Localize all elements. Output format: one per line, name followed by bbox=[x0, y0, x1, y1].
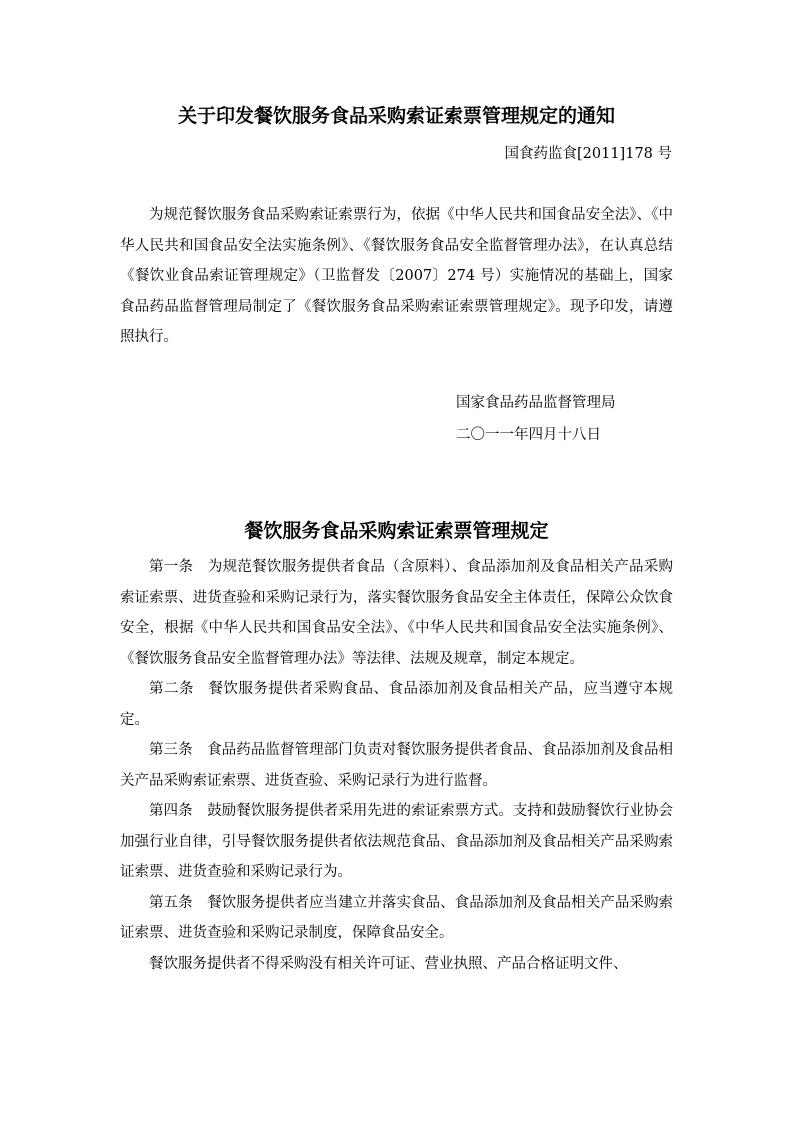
article-text: 餐饮服务提供者采购食品、食品添加剂及食品相关产品，应当遵守本规定。 bbox=[120, 681, 673, 728]
article-label: 第三条 bbox=[149, 742, 193, 758]
article-label: 第二条 bbox=[149, 681, 194, 697]
article-text: 餐饮服务提供者应当建立并落实食品、食品添加剂及食品相关产品采购索证索票、进货查验和采购记录制度，保障食品安全。 bbox=[120, 894, 674, 941]
notice-body: 为规范餐饮服务食品采购索证索票行为，依据《中华人民共和国食品安全法》、《中华人民共和国食品安全法实施条例》、《餐饮服务食品安全监督管理办法》，在认真总结《餐饮业食品索证管理规定》（卫监督发〔2007〕274 号）实施情况的基础上，国家食品药品监督管理局制定了《餐饮服务食品采购索证索票管理规定》。现予印发，请遵照执行。 bbox=[120, 207, 673, 345]
document-number: 国食药监食[2011]178 号 bbox=[504, 146, 672, 162]
article-5 bbox=[120, 888, 673, 949]
regulation-body bbox=[120, 552, 673, 979]
article-text: 为规范餐饮服务提供者食品（含原料）、食品添加剂及食品相关产品采购索证索票、进货查验和采购记录行为，落实餐饮服务食品安全主体责任，保障公众饮食安全，根据《中华人民共和国食品安全法》、《中华人民共和国食品安全法实施条例》、《餐饮服务食品安全监督管理办法》等法律、法规及规章，制定本规定。 bbox=[120, 559, 674, 667]
article-5-continuation: 餐饮服务提供者不得采购没有相关许可证、营业执照、产品合格证明文件、 bbox=[149, 955, 628, 972]
issuer-signature: 国家食品药品监督管理局 bbox=[456, 395, 616, 411]
article-label: 第五条 bbox=[149, 894, 193, 911]
article-label: 第一条 bbox=[149, 559, 194, 575]
issue-date: 二〇一一年四月十八日 bbox=[456, 427, 601, 443]
article-1 bbox=[120, 552, 673, 674]
article-3 bbox=[120, 735, 673, 796]
article-2 bbox=[120, 674, 673, 735]
article-text: 食品药品监督管理部门负责对餐饮服务提供者食品、食品添加剂及食品相关产品采购索证索票、进货查验、采购记录行为进行监督。 bbox=[120, 742, 674, 789]
article-4 bbox=[120, 796, 673, 888]
article-label: 第四条 bbox=[149, 803, 193, 819]
notice-body-block bbox=[120, 200, 673, 353]
article-text: 鼓励餐饮服务提供者采用先进的索证索票方式。支持和鼓励餐饮行业协会加强行业自律，引导餐饮服务提供者依法规范食品、食品添加剂及食品相关产品采购索证索票、进货查验和采购记录行为。 bbox=[120, 803, 674, 880]
regulation-title: 餐饮服务食品采购索证索票管理规定 bbox=[244, 520, 549, 542]
notice-title: 关于印发餐饮服务食品采购索证索票管理规定的通知 bbox=[177, 105, 615, 127]
